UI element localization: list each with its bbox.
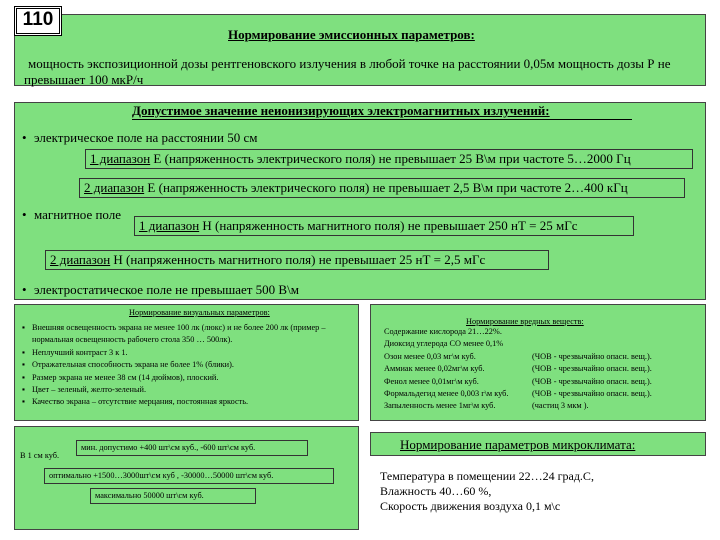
temperature-text: Температура в помещении 22…24 град.С, <box>380 469 594 483</box>
e-range-1-text: E (напряженность электрического поля) не превышает 25 В\м при частоте 5…2000 Гц <box>153 151 631 166</box>
list-item: Формальдегид менее 0,003 г\м куб. (ЧОВ - чрезвычайно опасн. вещ.). <box>384 389 652 399</box>
h-range-2 <box>45 250 549 270</box>
e-range-2-label: 2 диапазон <box>84 180 145 195</box>
h-range-1-text: H (напряженность магнитного поля) не превышает 250 нТ = 25 мГс <box>202 218 578 233</box>
list-item: ▪ Цвет – зеленый, желто-зеленый. <box>22 384 354 396</box>
magnetic-field-text: магнитное поле <box>34 207 122 222</box>
microclimate-title: Нормирование параметров микроклимата: <box>400 437 636 452</box>
emission-text: мощность экспозиционной дозы рентгеновского излучения в любой точке на расстоянии 0,05м мощность дозы Р не превышает 100 мкР/ч <box>24 56 671 87</box>
ions-min: мин. допустимо +400 шт\см куб., -600 шт\см куб. <box>76 440 308 456</box>
list-item: Аммиак менее 0,02мг\м куб. (ЧОВ - чрезвычайно опасн. вещ.). <box>384 364 652 374</box>
bullet-icon: • <box>22 130 27 145</box>
list-item: Фенол менее 0,01мг\м куб. (ЧОВ - чрезвычайно опасн. вещ.). <box>384 376 652 386</box>
electric-field-text: электрическое поле на расстоянии 50 см <box>34 130 258 145</box>
visual-title: Нормирование визуальных параметров: <box>129 308 270 317</box>
e-range-2-text: E (напряженность электрического поля) не превышает 2,5 В\м при частоте 2…400 кГц <box>147 180 628 195</box>
bullet-icon: • <box>22 282 27 297</box>
slide-number: 110 <box>14 6 62 36</box>
harmful-list <box>384 326 702 413</box>
electric-field-line <box>22 130 257 146</box>
h-range-2-text: H (напряженность магнитного поля) не превышает 25 нТ = 2,5 мГс <box>113 252 486 267</box>
electrostatic-line <box>22 282 299 298</box>
magnetic-field-line <box>22 207 121 223</box>
e-range-1-label: 1 диапазон <box>90 151 151 166</box>
harmful-title: Нормирование вредных веществ: <box>466 317 584 326</box>
list-item: ▪ Качество экрана – отсутствие мерцания, постоянная яркость. <box>22 396 354 408</box>
list-item: Содержание кислорода 21…22%. <box>384 327 502 336</box>
list-item: ▪ Отражательная способность экрана не более 1% (блики). <box>22 359 354 371</box>
list-item: ▪ Размер экрана не менее 38 см (14 дюймов), плоский. <box>22 372 354 384</box>
ions-max: максимально 50000 шт\см куб. <box>90 488 256 504</box>
visual-list <box>22 322 354 409</box>
humidity-text: Влажность 40…60 %, <box>380 484 492 498</box>
list-item: ▪ Внешняя освещенность экрана не менее 100 лк (люкс) и не более 200 лк (пример – нормальная освещенность рабочего стола 350 … 500лк). <box>22 322 354 347</box>
emission-title: Нормирование эмиссионных параметров: <box>228 27 475 42</box>
air-speed-text: Скорость движения воздуха 0,1 м\с <box>380 499 561 513</box>
microclimate-text <box>380 469 700 514</box>
h-range-1-label: 1 диапазон <box>139 218 200 233</box>
list-item: Запыленность менее 1мг\м куб. (частиц 3 мкм ). <box>384 401 589 411</box>
nonionizing-title-text: Допустимое значение неионизирующих электромагнитных излучений: <box>132 103 550 118</box>
nonionizing-title <box>132 103 632 120</box>
ions-prefix: В 1 см куб. <box>20 451 60 460</box>
h-range-2-label: 2 диапазон <box>50 252 111 267</box>
list-item: ▪ Неплучший контраст 3 к 1. <box>22 347 354 359</box>
e-range-1 <box>85 149 693 169</box>
e-range-2 <box>79 178 685 198</box>
list-item: Озон менее 0,03 мг\м куб. (ЧОВ - чрезвычайно опасн. вещ.). <box>384 351 652 361</box>
h-range-1 <box>134 216 634 236</box>
bullet-icon: • <box>22 207 27 222</box>
electrostatic-text: электростатическое поле не превышает 500 В\м <box>34 282 299 297</box>
list-item: Диоксид углерода СО менее 0,1% <box>384 339 504 349</box>
ions-optimal: оптимально +1500…3000шт\см куб , -30000…50000 шт\см куб. <box>44 468 334 484</box>
